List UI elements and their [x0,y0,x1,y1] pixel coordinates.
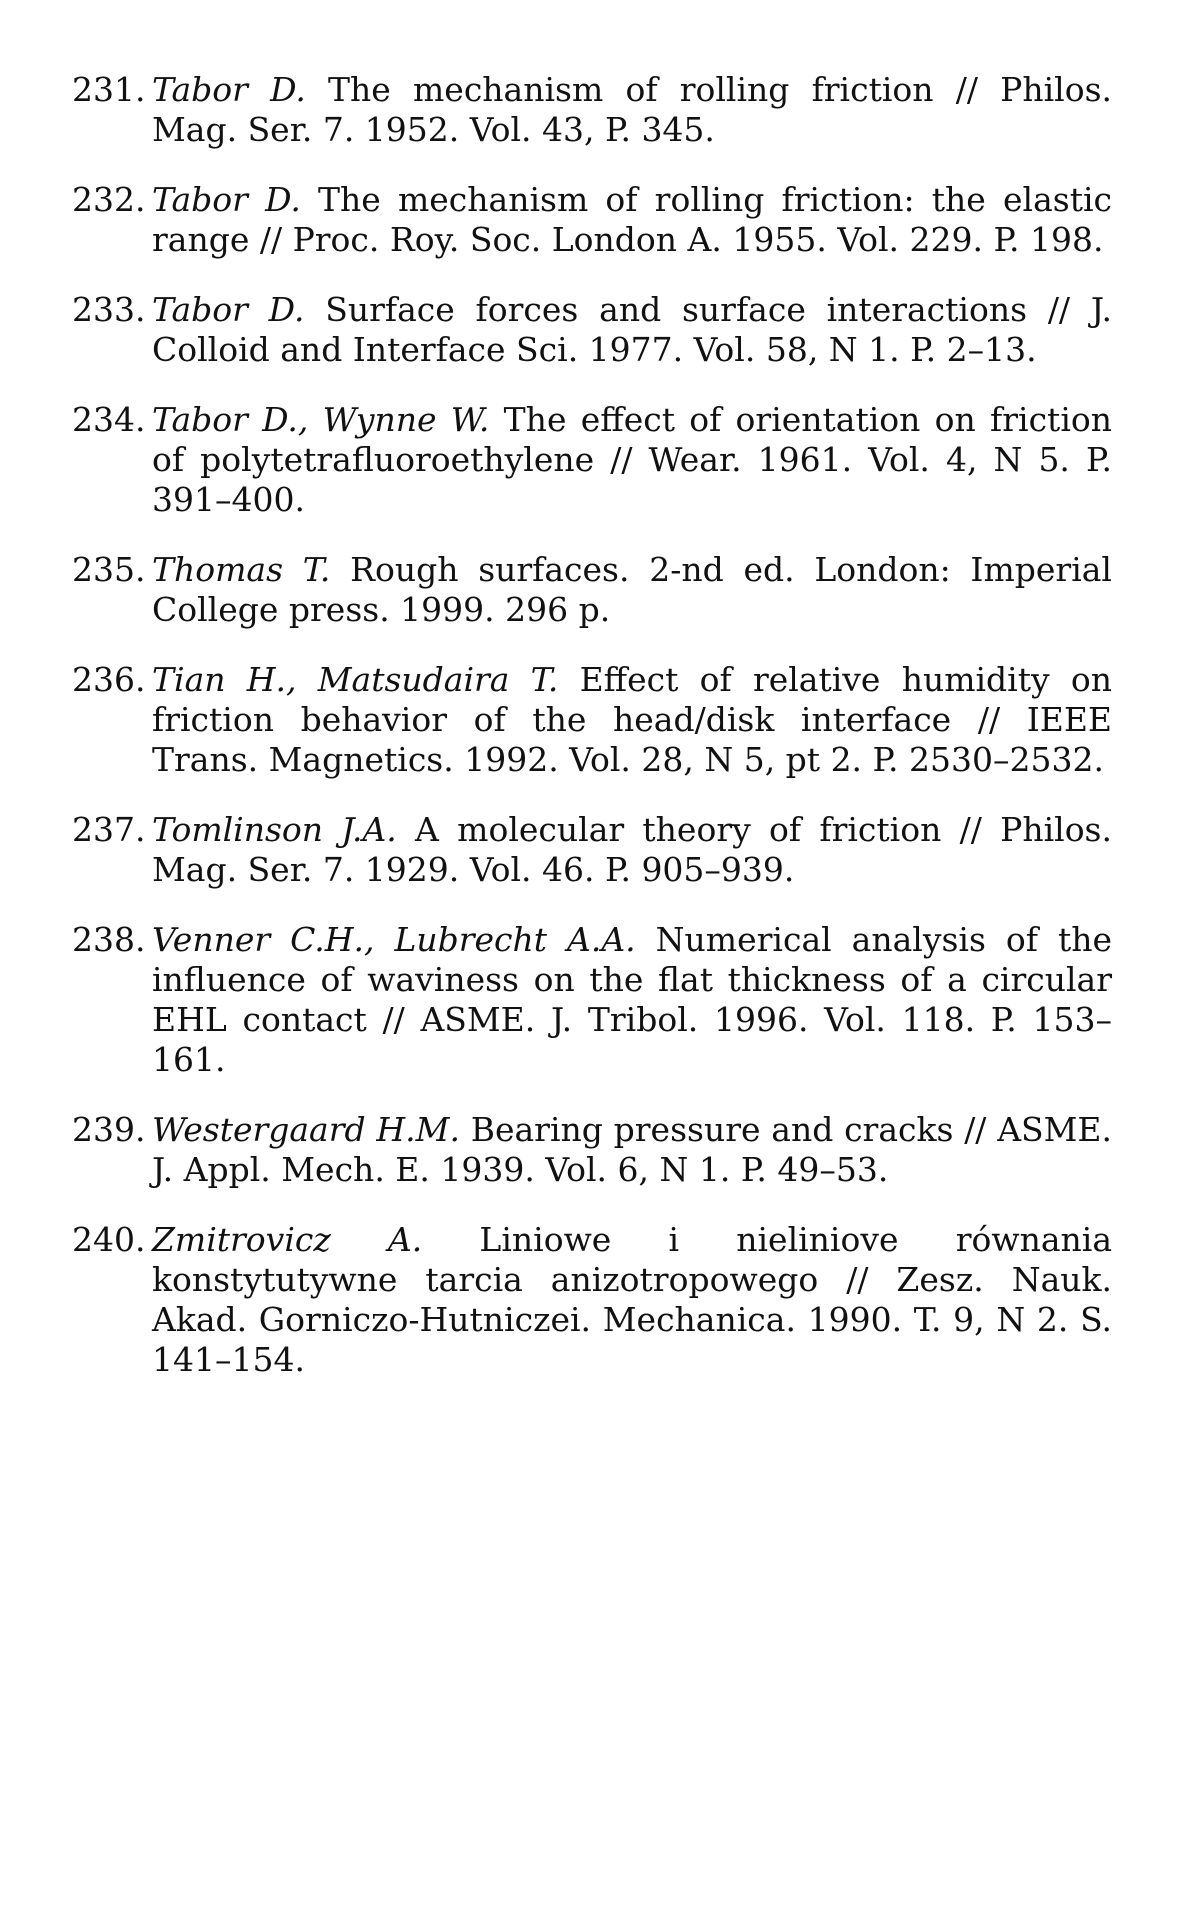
reference-text: The mechanism of rolling friction: the elastic range // Proc. Roy. Soc. London A. 1955. Vol. 229. P. 198. [152,180,1112,259]
reference-text: Rough surfaces. 2-nd ed. London: Imperial College press. 1999. 296 p. [152,550,1112,629]
reference-item [72,1220,1112,1380]
reference-author: Tabor D. [152,180,301,219]
reference-number: 231. [72,70,146,109]
reference-text: Surface forces and surface interactions // J. Colloid and Interface Sci. 1977. Vol. 58, N 1. P. 2–13. [152,290,1112,369]
reference-text: A molecular theory of friction // Philos. Mag. Ser. 7. 1929. Vol. 46. P. 905–939. [152,810,1112,889]
reference-item [72,660,1112,780]
reference-number: 237. [72,810,146,849]
reference-item [72,810,1112,890]
reference-author: Westergaard H.M. [152,1110,460,1149]
reference-author: Tabor D. [152,70,306,109]
reference-author: Venner C.H., Lubrecht A.A. [152,920,636,959]
reference-text: The effect of orientation on friction of polytetrafluoroethylene // Wear. 1961. Vol. 4, N 5. P. 391–400. [152,400,1112,519]
reference-item [72,290,1112,370]
reference-item [72,1110,1112,1190]
reference-text: Effect of relative humidity on friction behavior of the head/disk interface // IEEE Trans. Magnetics. 1992. Vol. 28, N 5, pt 2. P. 2530–2532. [152,660,1112,779]
reference-author: Tabor D., Wynne W. [152,400,490,439]
reference-number: 233. [72,290,146,329]
reference-item [72,180,1112,260]
reference-number: 239. [72,1110,146,1149]
reference-author: Thomas T. [152,550,331,589]
reference-number: 240. [72,1220,146,1259]
reference-author: Tabor D. [152,290,305,329]
reference-text: The mechanism of rolling friction // Philos. Mag. Ser. 7. 1952. Vol. 43, P. 345. [152,70,1112,149]
reference-list [72,70,1112,1410]
reference-number: 238. [72,920,146,959]
reference-item [72,550,1112,630]
reference-author: Tian H., Matsudaira T. [152,660,559,699]
reference-text: Liniowe i nieliniove równania konstytutywne tarcia anizotropowego // Zesz. Nauk. Akad. Gorniczo-Hutniczei. Mechanica. 1990. T. 9, N 2. S. 141–154. [152,1220,1112,1379]
reference-item [72,400,1112,520]
reference-author: Zmitrovicz A. [152,1220,423,1259]
reference-text: Numerical analysis of the influence of waviness on the flat thickness of a circular EHL contact // ASME. J. Tribol. 1996. Vol. 118. P. 153–161. [152,920,1112,1079]
reference-number: 232. [72,180,146,219]
reference-item [72,70,1112,150]
reference-item [72,920,1112,1080]
reference-author: Tomlinson J.A. [152,810,397,849]
reference-number: 236. [72,660,146,699]
reference-number: 234. [72,400,146,439]
reference-text: Bearing pressure and cracks // ASME. J. Appl. Mech. E. 1939. Vol. 6, N 1. P. 49–53. [152,1110,1112,1189]
reference-number: 235. [72,550,146,589]
